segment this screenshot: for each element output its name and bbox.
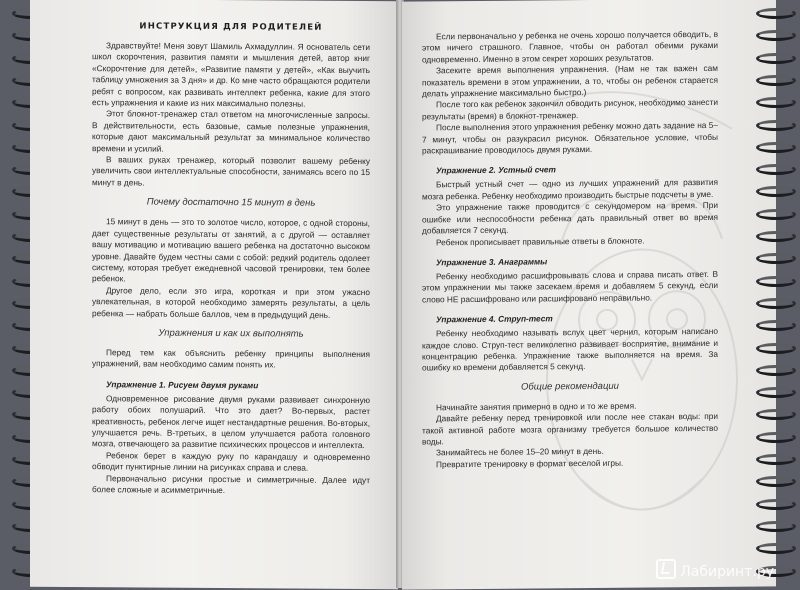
binding-ring bbox=[756, 320, 796, 331]
spiral-binding-right bbox=[754, 0, 798, 588]
binding-ring bbox=[756, 499, 796, 510]
exercise-paragraph: Ребенку необходимо расшифровывать слова и справа писать ответ. В этом упражнении мы также засекаем время и добавляем 5 секунд, если слово НЕ расшифровано или расшифровано неправильно. bbox=[422, 268, 718, 305]
recommendation-item: Начинайте занятия примерно в одно и то же время. bbox=[436, 400, 637, 413]
exercise-paragraph: Одновременное рисование двумя руками развивает синхронную работу обоих полушарий. Что это дает? Во-первых, растет креативность, ребенок легче ищет нестандартные решения. Во-вторых, улучшается речь. В-третьих, в целом улучшается работа головного мозга, отвечающего за развитие психических процессов и интеллекта. bbox=[92, 392, 370, 451]
intro-section bbox=[92, 40, 370, 190]
intro-paragraph: В ваших руках тренажер, который позволит вашему ребенку увеличить свои интеллектуальные способности, занимаясь всего по 15 минут в день. bbox=[92, 154, 370, 188]
binding-ring bbox=[756, 164, 796, 175]
binding-ring bbox=[756, 186, 796, 197]
binding-ring bbox=[756, 8, 796, 19]
exercise-paragraph: Если первоначально у ребенка не очень хорошо получается обводить, в этом ничего страшного. Главное, чтобы он работал обеими руками одновременно. Именно в этом секрет хороших результатов. bbox=[422, 28, 718, 65]
binding-ring bbox=[756, 365, 796, 376]
section-paragraph: Другое дело, если это игра, короткая и при этом ужасно увлекательная, в которой необходимо замерять результаты, а цель ребенка — набрать больше баллов, чем в предыдущий день. bbox=[92, 284, 370, 320]
exercise-paragraph: Ребенок прописывает правильные ответы в блокноте. bbox=[436, 235, 645, 247]
binding-ring bbox=[756, 142, 796, 153]
binding-ring bbox=[756, 231, 796, 242]
binding-ring bbox=[756, 476, 796, 487]
section-heading-general: Общие рекомендации bbox=[521, 380, 619, 393]
binding-ring bbox=[756, 521, 796, 532]
exercise-paragraph: Первоначально рисунки простые и симметричные. Далее идут более сложные и асимметричные. bbox=[92, 472, 370, 496]
binding-ring bbox=[756, 276, 796, 287]
binding-ring bbox=[756, 53, 796, 64]
intro-paragraph: Этот блокнот-тренажер стал ответом на многочисленные запросы. В действительности, есть базовые, самые полезные упражнения, которые дают максимальный результат за минимальное количество времени и усилий. bbox=[92, 108, 370, 154]
recommendation-item: Давайте ребенку перед тренировкой или после нее стакан воды: при такой активной работе мозга организму требуется большое количество воды. bbox=[422, 411, 718, 447]
binding-ring bbox=[756, 432, 796, 443]
page-title: ИНСТРУКЦИЯ ДЛЯ РОДИТЕЛЕЙ bbox=[139, 21, 323, 33]
exercise-3-heading: Упражнение 3. Анаграммы bbox=[436, 256, 548, 268]
binding-ring bbox=[756, 298, 796, 309]
exercise-paragraph: После того как ребенок закончил обводить рисунок, необходимо занести результаты (время) в блокнот-тренажер. bbox=[422, 97, 718, 122]
exercise-1-heading: Упражнение 1. Рисуем двумя руками bbox=[106, 378, 259, 391]
exercise-2-heading: Упражнение 2. Устный счет bbox=[436, 164, 556, 176]
binding-ring bbox=[756, 409, 796, 420]
binding-ring bbox=[756, 454, 796, 465]
exercise-paragraph: Ребенок берет в каждую руку по карандашу и одновременно обводит пунктирные линии на рисунках справа и слева. bbox=[92, 450, 370, 473]
binding-ring bbox=[756, 209, 796, 220]
section-paragraph: 15 минут в день — это то золотое число, которое, с одной стороны, дает существенные результаты от занятий, а с другой — оставляет вашу мотивацию и мотивацию вашего ребенка на достаточно высоком уровне. Давайте будем честны сами с собой: редкий родитель одолеет систему, которая требует ежедневной часовой тренировки, тем более ребенок. bbox=[92, 216, 370, 284]
left-page bbox=[30, 0, 398, 589]
exercise-paragraph: Ребенку необходимо называть вслух цвет чернил, которым написано каждое слово. Струп-тест великолепно развивает восприятие, внимание и концентрацию ребенка. Упражнение также выполняется на время. За ошибку ко времени добавляется 5 секунд. bbox=[422, 325, 718, 373]
binding-ring bbox=[756, 120, 796, 131]
right-page bbox=[402, 0, 776, 590]
exercise-4-heading: Упражнение 4. Струп-тест bbox=[436, 313, 553, 325]
binding-ring bbox=[756, 387, 796, 398]
section-heading-why-15-min: Почему достаточно 15 минут в день bbox=[146, 196, 316, 209]
recommendation-item: Занимайтесь не более 15–20 минут в день. bbox=[436, 446, 604, 458]
watermark bbox=[656, 559, 774, 580]
binding-ring bbox=[756, 30, 796, 41]
binding-ring bbox=[756, 343, 796, 354]
exercise-paragraph: После выполнения этого упражнения ребенку можно дать задание на 5–7 минут, чтобы он разукрасил рисунок. Обязательное условие, чтобы раскрашивание проводилось двумя руками. bbox=[422, 120, 718, 156]
section-paragraph: Перед тем как объяснить ребенку принципы выполнения упражнений, вам необходимо самим понять их. bbox=[92, 347, 370, 370]
exercise-paragraph: Это упражнение также проводится с секундомером на время. При ошибке или неспособности ребенка дать правильный ответ во время добавляется 7 секунд. bbox=[422, 200, 718, 236]
binding-ring bbox=[756, 75, 796, 86]
binding-ring bbox=[756, 97, 796, 108]
labirint-logo-icon bbox=[656, 559, 676, 579]
binding-ring bbox=[756, 543, 796, 554]
watermark-text: Лабиринт.ру bbox=[680, 564, 774, 580]
recommendation-item: Превратите тренировку в формат веселой игры. bbox=[436, 457, 624, 470]
section-heading-exercises: Упражнения и как их выполнять bbox=[158, 327, 304, 340]
intro-paragraph: Здравствуйте! Меня зовут Шамиль Ахмадуллин. Я основатель сети школ скорочтения, развития памяти и мышления детей, автор книг «Скорочтение для детей», «Развитие памяти у детей», «Как выучить таблицу умножения за 3 дня» и др. Ко мне часто обращаются родители ребят с вопросом, как развивать интеллект ребенка, какие для этого есть упражнения и какие из них максимально полезны. bbox=[92, 40, 370, 109]
exercise-paragraph: Быстрый устный счет — одно из лучших упражнений для развития мозга ребенка. Ребенку необходимо производить быстрые подсчеты в уме. bbox=[422, 177, 718, 202]
binding-ring bbox=[756, 253, 796, 264]
exercise-paragraph: Засеките время выполнения упражнения. (Нам не так важен сам показатель времени в этом упражнении, а то, чтобы он ребенок старается делать упражнение максимально быстро.) bbox=[422, 63, 718, 99]
